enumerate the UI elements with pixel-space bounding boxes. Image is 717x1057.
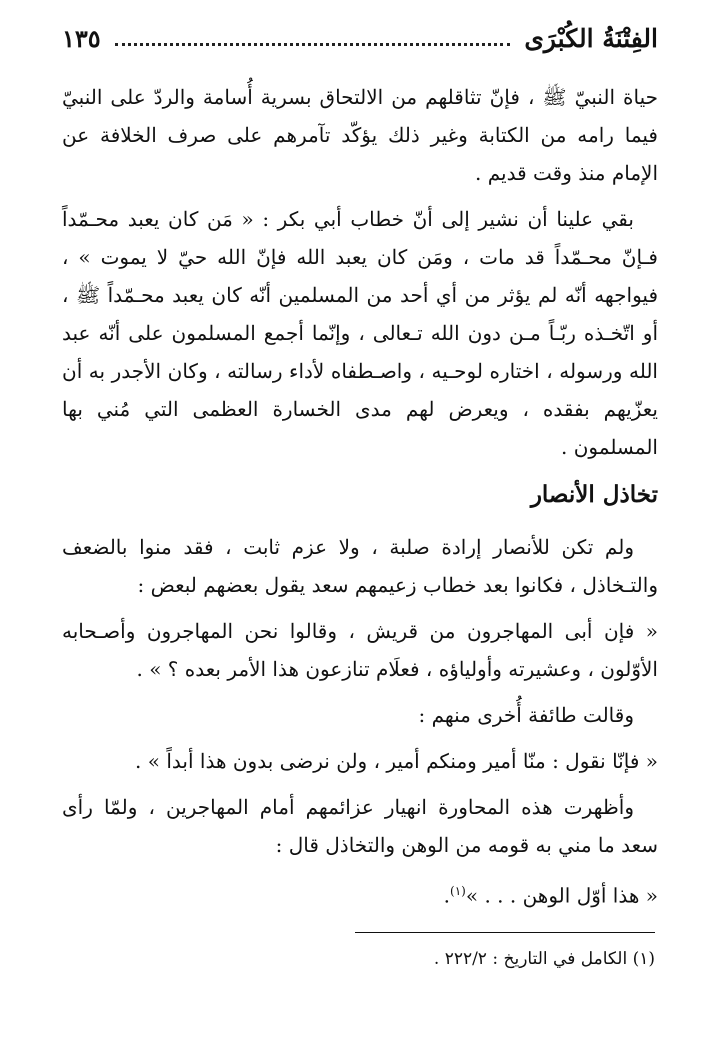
paragraph-2: بقي علينا أن نشير إلى أنّ خطاب أبي بكر : « مَن كان يعبد محـمّداً فـإنّ محـمّداً قد مات ، ومَن كان يعبد الله فإنّ الله حيّ لا يموت » ، فيواجهه أنّه لم يؤثر من أي أحد من المسلمين أنّه كان يعبد محـمّداً ﷺ ، أو اتّخـذه ربّـاً مـن دون الله تـعالى ، وإنّما أجمع المسلمون على أنّه عبد الله ورسوله ، اختاره لوحـيه ، واصـطفاه لأداء رسالته ، وكان الأجدر به أن يعزّيهم بفقده ، ويعرض لهم مدى الخسارة العظمى التي مُني بها المسلمون . [62,207,658,459]
running-title: الفِتْنَةُ الكُبْرَى [524,23,658,53]
quote-3-end: . [443,883,451,908]
footnote-divider [355,932,655,933]
paragraph-1: حياة النبيّ ﷺ ، فإنّ تثاقلهم من الالتحاق بسرية أُسامة والردّ على النبيّ فيما رامه من الكتابة وغير ذلك يؤكّد تآمرهم على صرف الخلافة عن الإمام منذ وقت قديم . [62,85,658,185]
page-body [62,78,658,923]
footnote: (١) الكامل في التاريخ : ٢٢٢/٢ . [433,949,655,969]
quote-1: « فإن أبى المهاجرون من قريش ، وقالوا نحن المهاجرون وأصـحابه الأوّلون ، وعشيرته وأولياؤه ، فعلَام تنازعون هذا الأمر بعده ؟ » . [62,619,658,681]
page-number: ١٣٥ [62,23,101,53]
dotted-leader [115,43,511,46]
quote-2: « فإنّا نقول : منّا أمير ومنكم أمير ، ولن نرضى بدون هذا أبداً » . [135,749,658,773]
section-intro: ولم تكن للأنصار إرادة صلبة ، ولا عزم ثابت ، فقد منوا بالضعف والتـخاذل ، فكانوا بعد خطاب زعيمهم سعد يقول بعضهم لبعض : [62,535,658,597]
page-header [62,18,658,58]
section-paragraph-3: وأظهرت هذه المحاورة انهيار عزائمهم أمام المهاجرين ، ولمّا رأى سعد ما مني به قومه من الوهن والتخاذل قال : [62,795,658,857]
quote-3-text: « هذا أوّل الوهن . . . » [465,883,658,908]
footnote-reference: (١) [450,884,466,898]
section-heading: تخاذل الأنصار [530,481,658,508]
quote-3 [62,872,658,915]
section-line-2: وقالت طائفة أُخرى منهم : [418,703,634,727]
